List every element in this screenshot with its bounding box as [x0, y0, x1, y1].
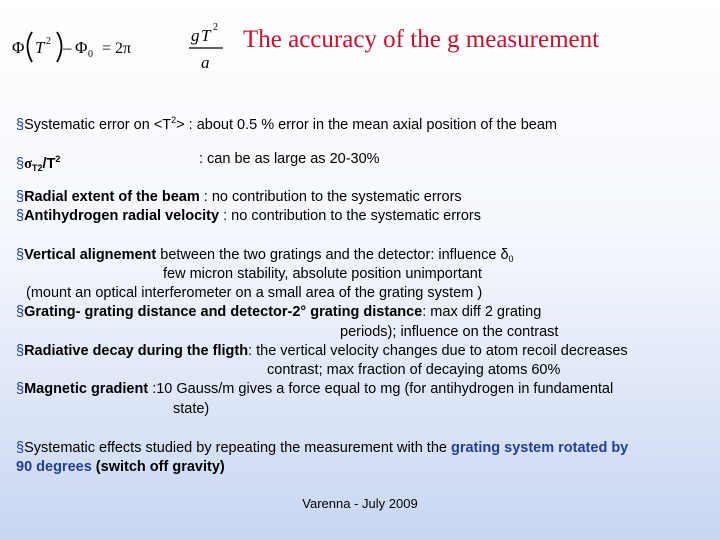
bullet-marker: §	[16, 440, 25, 456]
bullet-marker: §	[16, 381, 25, 397]
formula-graphic	[8, 12, 243, 74]
vertical-text: between the two gratings and the detector: influence δ	[156, 247, 509, 263]
sigma-exponent: 2	[55, 154, 61, 164]
grating-label: Grating- grating distance and detector-2° grating distance	[24, 304, 423, 320]
sigma-over-t: /T	[42, 155, 56, 172]
vertical-label: Vertical alignement	[24, 247, 157, 263]
vertical-line-3: (mount an optical interferometer on a small area of the grating system )	[26, 285, 483, 301]
bullet-marker: §	[16, 155, 25, 172]
grating-text: : max diff 2 grating	[422, 304, 542, 320]
radial-text: : no contribution to the systematic errors	[199, 189, 462, 205]
formula-open-paren	[28, 32, 33, 62]
formula-phi0: Φ	[75, 38, 88, 57]
formula-phi: Φ	[12, 38, 25, 57]
systematic-label-end: >	[176, 116, 185, 133]
slide-title: The accuracy of the g measurement	[243, 26, 600, 53]
bullet-vertical-alignement	[16, 247, 514, 268]
rotation-90-degrees: 90 degrees	[16, 459, 92, 475]
bullet-rotation	[16, 440, 628, 457]
systematic-exponent: 2	[171, 115, 177, 125]
bullet-antihydrogen-velocity	[16, 208, 481, 225]
bullet-marker: §	[16, 116, 25, 133]
antihydrogen-label: Antihydrogen radial velocity	[24, 208, 220, 224]
bullet-marker: §	[16, 189, 25, 205]
radial-label: Radial extent of the beam	[24, 189, 200, 205]
rotation-emphasis: grating system rotated by	[450, 440, 629, 456]
rotation-switch-off-gravity: (switch off gravity)	[91, 459, 225, 475]
vertical-line-2: few micron stability, absolute position unimportant	[163, 266, 482, 282]
formula-minus: –	[63, 38, 72, 57]
bullet-marker: §	[16, 304, 25, 320]
formula-numerator-g: g	[191, 26, 200, 45]
radiative-text: : the vertical velocity changes due to atom recoil decreases	[248, 343, 628, 359]
radiative-label: Radiative decay during the fligth	[24, 343, 249, 359]
bullet-systematic-error	[16, 112, 557, 134]
bullet-sigma	[16, 151, 60, 177]
magnetic-label: Magnetic gradient	[24, 381, 153, 397]
magnetic-line-2: state)	[173, 401, 210, 417]
formula-numerator-t: T	[201, 26, 211, 45]
formula-equals-2pi: = 2π	[102, 40, 132, 57]
bullet-marker: §	[16, 208, 25, 224]
formula-close-paren	[57, 32, 62, 62]
bullet-marker: §	[16, 343, 25, 359]
formula-numerator-exponent: 2	[213, 22, 218, 33]
magnetic-text: :10 Gauss/m gives a force equal to mg (for antihydrogen in fundamental	[152, 381, 614, 397]
sigma-symbol: σ	[24, 155, 32, 172]
formula-t: T	[35, 38, 45, 57]
bullet-radiative-decay	[16, 343, 628, 360]
rotation-text: Systematic effects studied by repeating the measurement with the	[24, 440, 451, 456]
bullet-magnetic-gradient	[16, 381, 613, 398]
grating-line-2: periods); influence on the contrast	[340, 324, 559, 340]
bullet-radial-extent	[16, 189, 462, 206]
radiative-line-2: contrast; max fraction of decaying atoms 60%	[267, 362, 561, 378]
footer-text: Varenna - July 2009	[302, 496, 418, 511]
sigma-subscript: T2	[31, 162, 43, 173]
systematic-text: : about 0.5 % error in the mean axial position of the beam	[184, 116, 558, 133]
formula-denominator: a	[201, 53, 210, 72]
bullet-marker: §	[16, 247, 25, 263]
formula-phi0-subscript: 0	[88, 49, 93, 60]
bullet-grating-distance	[16, 304, 541, 321]
systematic-label: Systematic error on <T	[24, 116, 172, 133]
sigma-value: : can be as large as 20-30%	[199, 151, 380, 167]
vertical-subscript: 0	[508, 254, 514, 264]
rotation-line-2	[16, 459, 225, 476]
formula-t-exponent: 2	[46, 36, 51, 47]
antihydrogen-text: : no contribution to the systematic errors	[219, 208, 481, 224]
